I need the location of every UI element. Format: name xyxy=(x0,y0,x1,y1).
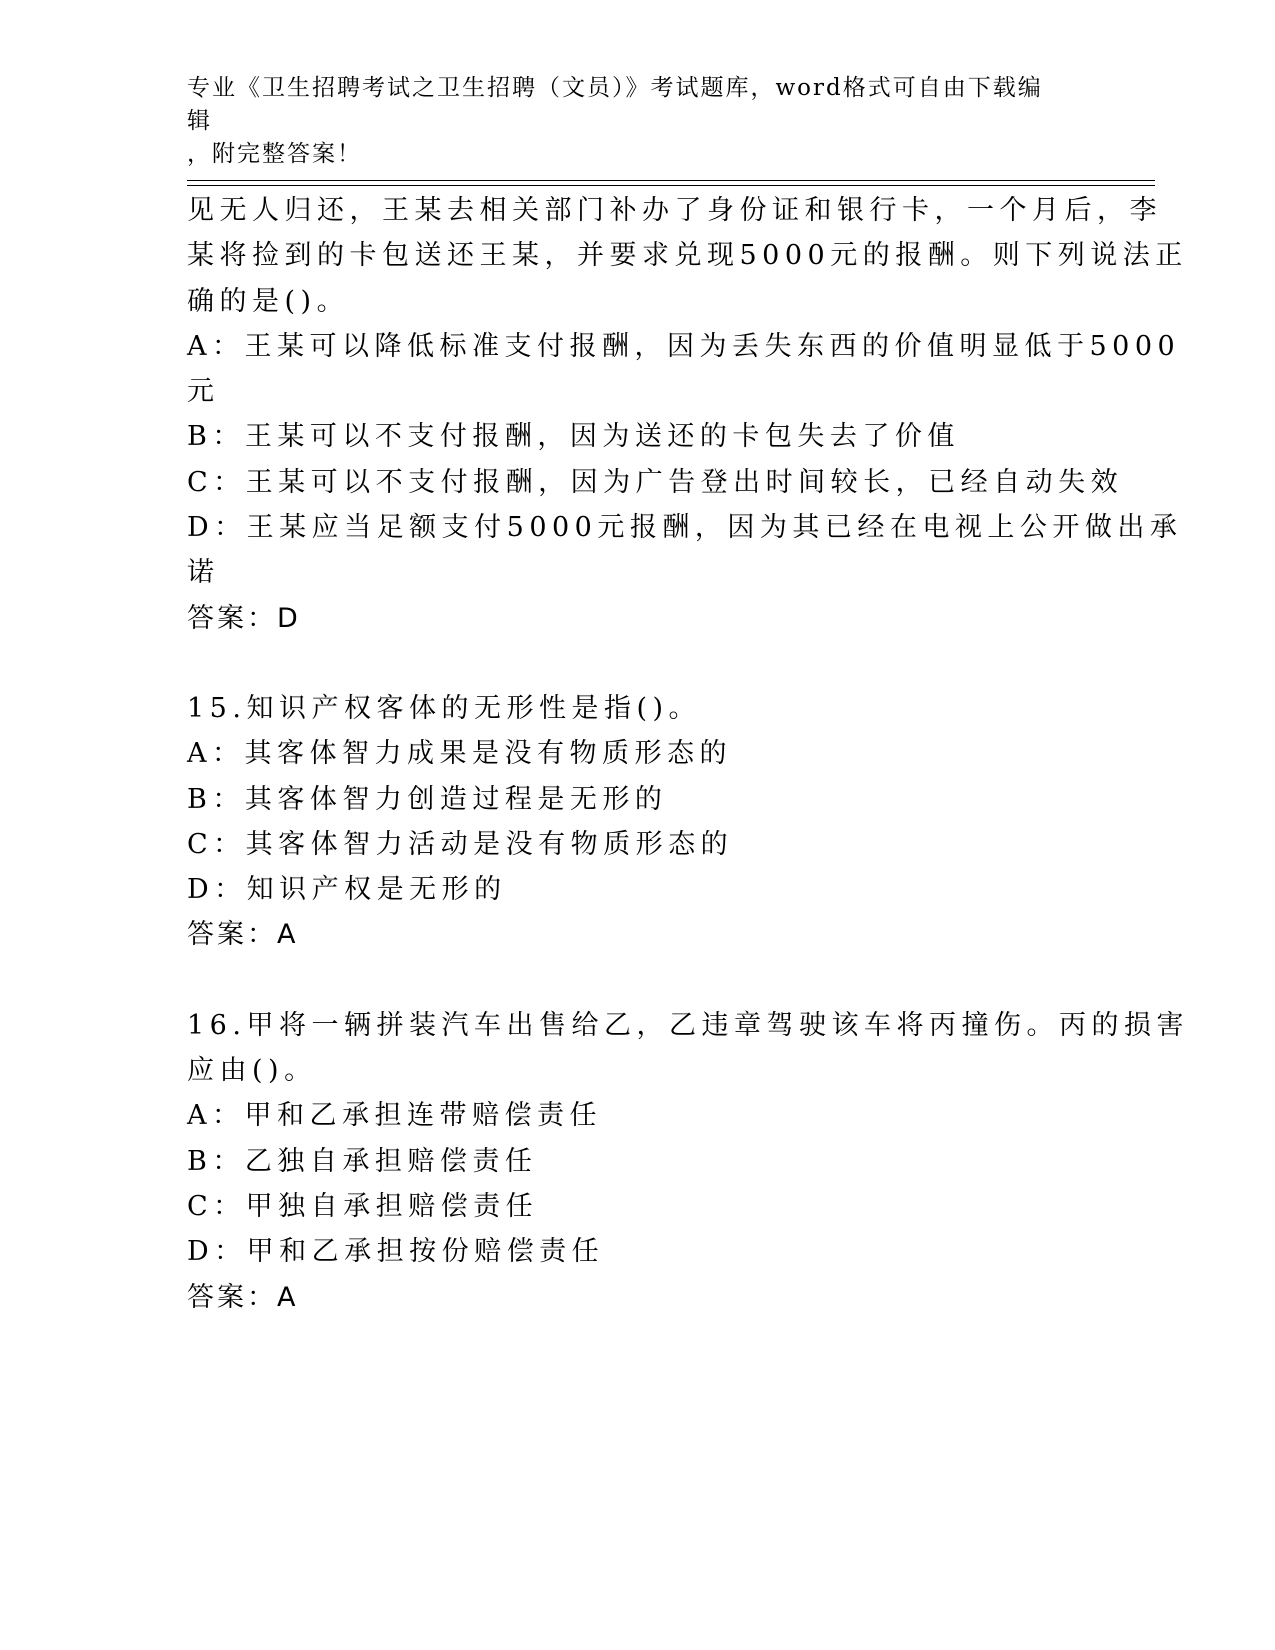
option-c: C：甲独自承担赔偿责任 xyxy=(187,1190,539,1222)
option-d: D：甲和乙承担按份赔偿责任 xyxy=(187,1236,605,1268)
answer-label: 答案：A xyxy=(187,919,299,951)
header-divider-bottom xyxy=(187,185,1155,186)
header-title-line-1: 专业《卫生招聘考试之卫生招聘（文员）》考试题库，word格式可自由下载编辑 xyxy=(187,75,1043,134)
option-a: A：甲和乙承担连带赔偿责任 xyxy=(187,1100,602,1132)
question-stem-line: 15.知识产权客体的无形性是指()。 xyxy=(187,692,702,724)
question-list xyxy=(187,188,1189,1320)
page-header xyxy=(187,72,1067,171)
question-block xyxy=(187,188,1188,641)
option-b: B：王某可以不支付报酬，因为送还的卡包失去了价值 xyxy=(187,421,960,453)
question-stem-line: 确的是()。 xyxy=(187,285,350,317)
question-stem-line: 应由()。 xyxy=(187,1055,317,1087)
question-stem-line: 16.甲将一辆拼装汽车出售给乙，乙违章驾驶该车将丙撞伤。丙的损害 xyxy=(187,1009,1189,1041)
option-d: D：知识产权是无形的 xyxy=(187,874,507,906)
header-title-line-2: ，附完整答案！ xyxy=(187,141,362,167)
option-d-continuation: 诺 xyxy=(187,557,220,589)
question-block xyxy=(187,1003,1189,1320)
option-b: B：乙独自承担赔偿责任 xyxy=(187,1145,538,1177)
answer-label: 答案：D xyxy=(187,602,301,634)
question-stem-line: 某将捡到的卡包送还王某，并要求兑现5000元的报酬。则下列说法正 xyxy=(187,240,1188,272)
question-block xyxy=(187,686,1077,958)
option-b: B：其客体智力创造过程是无形的 xyxy=(187,783,668,815)
spacer xyxy=(187,958,1077,1003)
option-c: C：王某可以不支付报酬，因为广告登出时间较长，已经自动失效 xyxy=(187,466,1124,498)
option-a: A：王某可以降低标准支付报酬，因为丢失东西的价值明显低于5000 xyxy=(187,330,1181,362)
answer-label: 答案：A xyxy=(187,1281,299,1313)
option-d: D：王某应当足额支付5000元报酬，因为其已经在电视上公开做出承 xyxy=(187,512,1183,544)
header-divider-top xyxy=(187,180,1155,181)
option-c: C：其客体智力活动是没有物质形态的 xyxy=(187,828,734,860)
option-a: A：其客体智力成果是没有物质形态的 xyxy=(187,738,732,770)
option-a-continuation: 元 xyxy=(187,376,220,408)
spacer xyxy=(187,641,1077,686)
question-stem-line: 见无人归还，王某去相关部门补办了身份证和银行卡，一个月后，李 xyxy=(187,195,1162,226)
